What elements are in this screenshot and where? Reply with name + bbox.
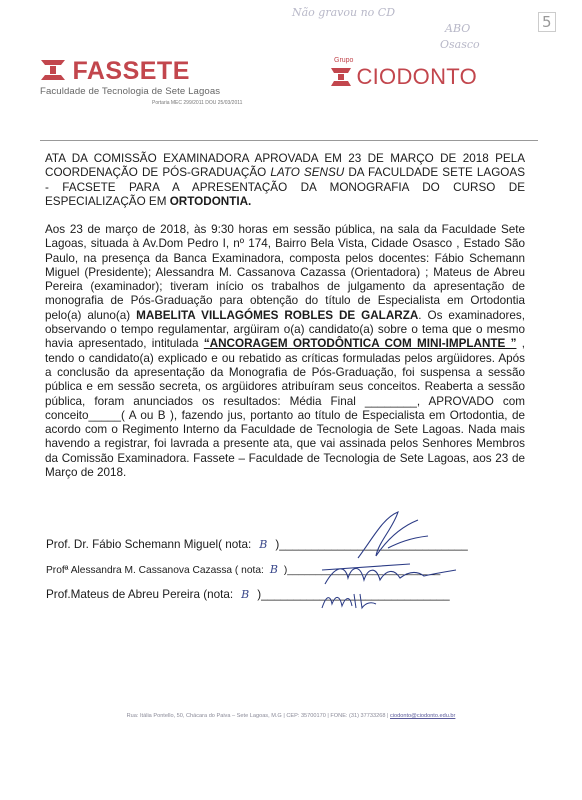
fassete-logo (40, 58, 270, 106)
signature-blank: )_____________________________ (257, 588, 450, 601)
student-name: MABELITA VILLAGÓMES ROBLES DE GALARZA (136, 308, 419, 322)
footer-address (0, 713, 582, 719)
handwritten-grade: B (241, 588, 250, 601)
ciodonto-brand-name: CIODONTO (356, 64, 478, 89)
ciodonto-grupo-label: Grupo (334, 57, 354, 64)
signature-scrawl-3 (318, 590, 378, 612)
ciodonto-logo-icon (330, 67, 352, 87)
signature-label: Profª Alessandra M. Cassanova Cazassa ( nota: (46, 565, 264, 576)
handwritten-grade: B (269, 563, 278, 576)
fassete-logo-icon (40, 58, 66, 82)
signature-blank: )___________________________ (283, 565, 441, 576)
document-title (45, 152, 525, 209)
body-text-part2: . Os examinadores, observando o tempo regulamentar, argüiram o(a) candidato(a) sobre o tema que o mesmo havia apresentado, intitulada (45, 308, 526, 351)
document-body (45, 223, 525, 480)
title-course: ORTODONTIA. (169, 194, 252, 208)
body-text-part3: , tendo o candidato(a) explicado e ou rebatido as críticas formuladas pelos argüidores. Após a conclusão da apresentação da Monografia de Pós-Graduação, foi suspensa a sessão pública e em sessão secreta, os argüidores atribuíram seus conceitos. Reaberta a sessão pública, foram anunciados os resultados: Média Final ________, APROVADO com conceito_____( A ou B ), fazendo jus, portanto ao título de Especialista em Ortodontia, de acordo com o Regimento Interno da Faculdade de Tecnologia de Sete Lagoas. Nada mais havendo a registrar, foi lavrada a presente ata, que vai assinada pelos Senhores Membros da Comissão Examinadora. Fassete – Faculdade de Tecnologia de Sete Lagoas, aos 23 de Março de 2018. (45, 337, 525, 480)
body-text-part1: Aos 23 de março de 2018, às 9:30 horas em sessão pública, na sala da Faculdade Sete Lagoas, situada à Av.Dom Pedro I, nº 174, Bairro Bela Vista, Cidade Osasco , Estado São Paulo, na presença da Banca Examinadora, composta pelos docentes: Fábio Schemann Miguel (Presidente); Alessandra M. Cassanova Cazassa (Orientadora) ; Mateus de Abreu Pereira (examinador); tiveram início os trabalhos de julgamento da apresentação de monografia de Pós-Graduação para obtenção do título de Especialista em Ortodontia pelo(a) aluno(a) (45, 223, 525, 322)
signature-label: Prof. Dr. Fábio Schemann Miguel( nota: (46, 538, 252, 551)
signature-scrawl-1 (348, 508, 438, 563)
title-text-part2: DA FACULDADE SETE LAGOAS - FACSETE PARA A APRESENTAÇÃO DA MONOGRAFIA DO CURSO DE ESPECIALIZAÇÃO EM (45, 166, 525, 208)
footer-email-link[interactable]: ciodonto@ciodonto.edu.br (390, 713, 456, 719)
thesis-title: “ANCORAGEM ORTODÔNTICA COM MINI-IMPLANTE ” (203, 337, 517, 351)
ciodonto-logo (330, 57, 510, 90)
handwritten-note-line2: ABO (445, 22, 471, 35)
footer-address-text: Rua: Itália Pontello, 50, Chácara do Paiva – Sete Lagoas, M.G | CEP: 35700170 | FONE: (31) 37733268 | (126, 713, 390, 719)
fassete-tagline: Faculdade de Tecnologia de Sete Lagoas (40, 86, 221, 97)
signature-scrawl-2 (320, 556, 460, 592)
signature-label: Prof.Mateus de Abreu Pereira (nota: (46, 588, 234, 601)
fassete-brand-name: FASSETE (72, 57, 190, 85)
handwritten-note-line1: Não gravou no CD (292, 6, 396, 19)
page-number: 5 (538, 12, 556, 32)
title-lato-sensu: LATO SENSU (270, 166, 345, 180)
header-divider (40, 140, 538, 141)
title-text-part1: ATA DA COMISSÃO EXAMINADORA APROVADA EM 23 DE MARÇO DE 2018 PELA COORDENAÇÃO DE PÓS-GRADUAÇÃO (45, 152, 525, 180)
fassete-portaria: Portaria MEC 299/2011 DOU 25/03/2011 (152, 100, 243, 106)
signature-blank: )_____________________________ (275, 538, 468, 551)
handwritten-grade: B (259, 538, 268, 551)
handwritten-note-line3: Osasco (440, 38, 480, 51)
